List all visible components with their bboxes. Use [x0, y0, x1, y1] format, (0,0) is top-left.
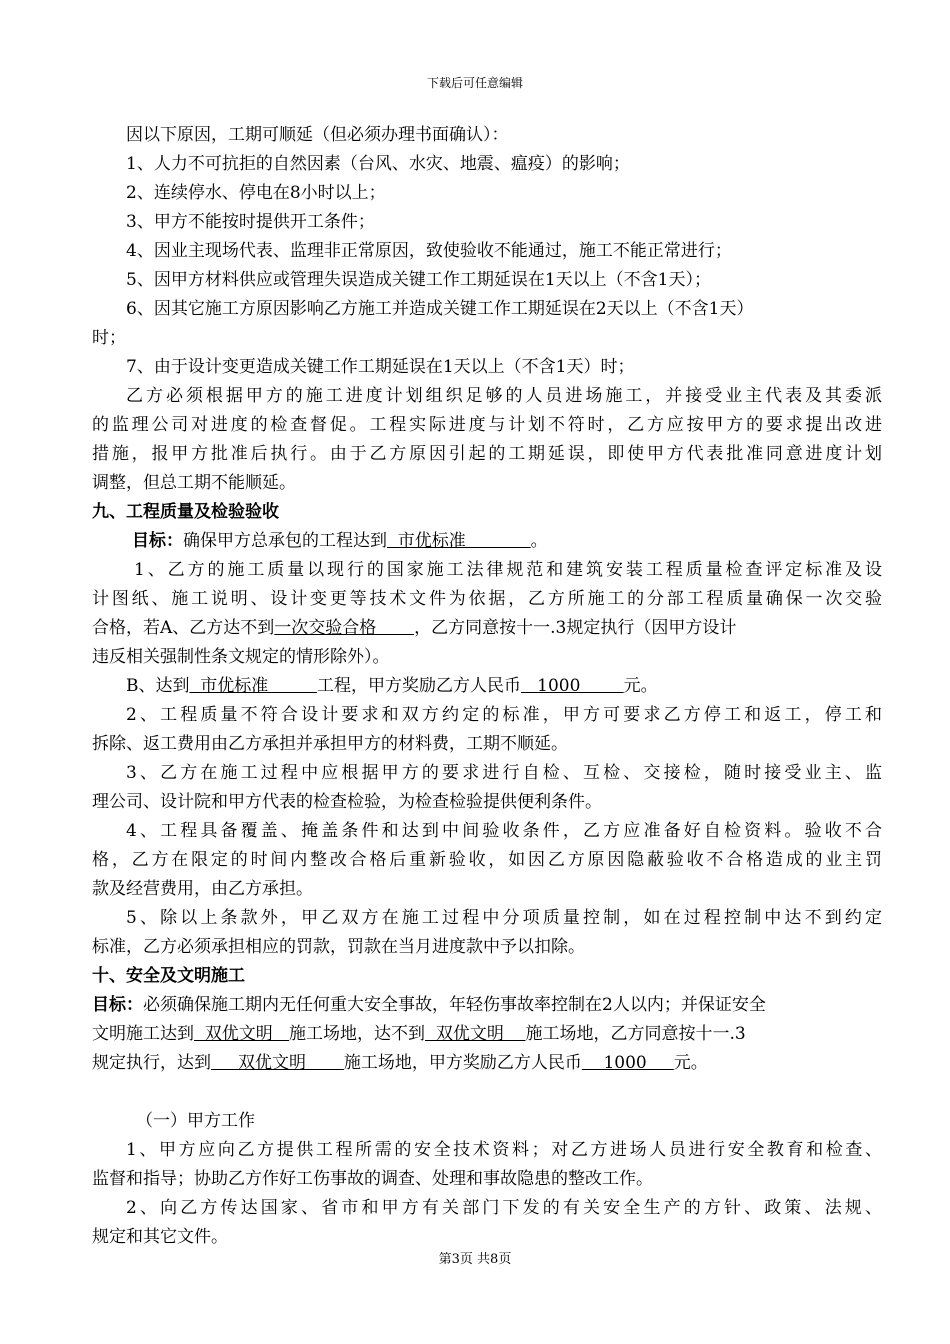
paragraph-line [92, 1052, 882, 1074]
text: 施工场地，乙方同意按十一.3 [525, 1024, 746, 1044]
filled-blank: 双优文明 [194, 1024, 290, 1044]
paragraph-line: 调整，但总工期不能顺延。 [92, 473, 296, 493]
goal-label: 目标： [92, 995, 143, 1015]
subsection-heading: （一）甲方工作 [136, 1111, 255, 1131]
list-item: 4、因业主现场代表、监理非正常原因，致使验收不能通过，施工不能正常进行； [126, 241, 732, 261]
list-item-continuation: 时； [92, 328, 126, 348]
text: 元。 [623, 676, 658, 696]
filled-blank: 双优文明 [211, 1053, 344, 1073]
paragraph-line: 格，乙方在限定的时间内整改合格后重新验收，如因乙方原因隐蔽验收不合格造成的业主罚 [92, 850, 882, 870]
goal-text-end: 。 [530, 531, 548, 551]
paragraph-line: 乙方必须根据甲方的施工进度计划组织足够的人员进场施工，并接受业主代表及其委派 [126, 386, 882, 406]
text: 施工场地，达不到 [289, 1024, 426, 1044]
list-item: 5、因甲方材料供应或管理失误造成关键工作工期延误在1天以上（不含1天）； [126, 270, 711, 290]
paragraph-line: 计图纸、施工说明、设计变更等技术文件为依据，乙方所施工的分部工程质量确保一次交验 [92, 589, 882, 609]
filled-blank: 市优标准 [189, 676, 317, 696]
paragraph-line: 标准，乙方必须承担相应的罚款，罚款在当月进度款中予以扣除。 [92, 937, 585, 957]
paragraph-line: 1、乙方的施工质量以现行的国家施工法律规范和建筑安装工程质量检查评定标准及设 [134, 560, 882, 580]
paragraph-line: 3、乙方在施工过程中应根据甲方的要求进行自检、互检、交接检，随时接受业主、监 [126, 763, 882, 783]
paragraph-line: 理公司、设计院和甲方代表的检查检验，为检查检验提供便利条件。 [92, 792, 602, 812]
filled-blank: 双优文明 [425, 1024, 526, 1044]
paragraph-line: 措施，报甲方批准后执行。由于乙方原因引起的工期延误，即使甲方代表批准同意进度计划 [92, 444, 882, 464]
paragraph-line: 违反相关强制性条文规定的情形除外）。 [92, 647, 390, 667]
goal-label: 目标： [132, 531, 183, 551]
paragraph-line: 的监理公司对进度的检查督促。工程实际进度与计划不符时，乙方应按甲方的要求提出改进 [92, 415, 882, 435]
paragraph-line: 监督和指导；协助乙方作好工伤事故的调查、处理和事故隐患的整改工作。 [92, 1169, 653, 1189]
paragraph-line: 因以下原因，工期可顺延（但必须办理书面确认）： [126, 125, 509, 145]
paragraph-line [92, 1023, 882, 1045]
paragraph-line: 款及经营费用，由乙方承担。 [92, 879, 313, 899]
text: ，乙方同意按十一.3规定执行（因甲方设计 [414, 618, 737, 638]
goal-text: 必须确保施工期内无任何重大安全事故，年轻伤事故率控制在2人以内；并保证安全 [143, 995, 766, 1015]
filled-blank: 一次交验合格 [274, 618, 415, 638]
text: 规定执行，达到 [92, 1053, 211, 1073]
text: 文明施工达到 [92, 1024, 194, 1044]
filled-blank: 市优标准 [387, 531, 531, 551]
section-heading-9: 九、工程质量及检验验收 [92, 502, 279, 522]
text: 工程，甲方奖励乙方人民币 [316, 676, 521, 696]
page-footer: 第3页 共8页 [438, 1252, 512, 1267]
paragraph-line: 5、除以上条款外，甲乙双方在施工过程中分项质量控制，如在过程控制中达不到约定 [126, 908, 882, 928]
text: 合格，若A、乙方达不到 [92, 618, 275, 638]
text: 施工场地，甲方奖励乙方人民币 [343, 1053, 582, 1073]
paragraph-line: 2、向乙方传达国家、省市和甲方有关部门下发的有关安全生产的方针、政策、法规、 [126, 1198, 882, 1218]
filled-blank: 1000 [581, 1053, 674, 1073]
goal-line [132, 530, 882, 552]
goal-text: 确保甲方总承包的工程达到 [183, 531, 387, 551]
list-item: 1、人力不可抗拒的自然因素（台风、水灾、地震、瘟疫）的影响； [126, 154, 630, 174]
filled-blank: 1000 [520, 676, 624, 696]
paragraph-line [126, 675, 882, 697]
paragraph-line: 2、工程质量不符合设计要求和双方约定的标准，甲方可要求乙方停工和返工，停工和 [126, 705, 882, 725]
paragraph-line: 1、甲方应向乙方提供工程所需的安全技术资料；对乙方进场人员进行安全教育和检查、 [126, 1140, 882, 1160]
list-item: 6、因其它施工方原因影响乙方施工并造成关键工作工期延误在2天以上（不含1天） [126, 299, 754, 319]
list-item: 3、甲方不能按时提供开工条件； [126, 212, 375, 232]
paragraph-line: 4、工程具备覆盖、掩盖条件和达到中间验收条件，乙方应准备好自检资料。验收不合 [126, 821, 882, 841]
paragraph-line [92, 617, 882, 639]
list-item: 7、由于设计变更造成关键工作工期延误在1天以上（不含1天）时； [126, 357, 635, 377]
list-item: 2、连续停水、停电在8小时以上； [126, 183, 386, 203]
text: 元。 [673, 1053, 708, 1073]
paragraph-line: 规定和其它文件。 [92, 1227, 228, 1247]
goal-line [92, 994, 882, 1016]
text: B、达到 [126, 676, 190, 696]
paragraph-line: 拆除、返工费用由乙方承担并承担甲方的材料费，工期不顺延。 [92, 734, 568, 754]
page-header: 下载后可任意编辑 [426, 76, 523, 90]
section-heading-10: 十、安全及文明施工 [92, 966, 245, 986]
